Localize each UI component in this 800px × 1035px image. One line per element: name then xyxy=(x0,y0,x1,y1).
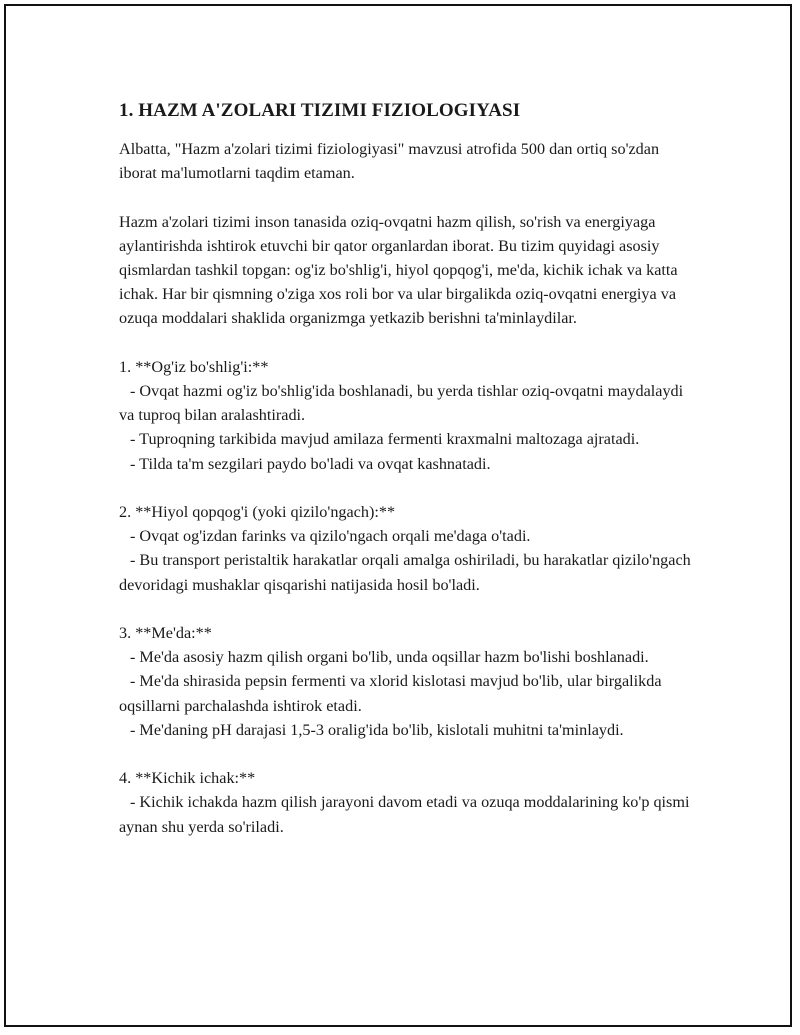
section-heading: 4. **Kichik ichak:** xyxy=(119,769,256,788)
section-item: - Ovqat og'izdan farinks va qizilo'ngach orqali me'daga o'tadi. xyxy=(130,527,531,546)
section-item: - Tilda ta'm sezgilari paydo bo'ladi va ovqat kashnatadi. xyxy=(130,454,491,473)
section-item: - Ovqat hazmi og'iz bo'shlig'ida boshlanadi, bu yerda tishlar oziq-ovqatni maydalaydi va tuproq bilan aralashtiradi. xyxy=(119,382,684,425)
section-small-intestine xyxy=(119,766,699,839)
section-item: - Me'da shirasida pepsin fermenti va xlorid kislotasi mavjud bo'lib, ular birgalikda oqsillarni parchalashda ishtirok etadi. xyxy=(119,672,662,715)
document-content xyxy=(119,99,699,863)
section-esophagus xyxy=(119,500,699,597)
section-heading: 3. **Me'da:** xyxy=(119,624,212,642)
section-heading: 2. **Hiyol qopqog'i (yoki qizilo'ngach):** xyxy=(119,503,396,521)
intro-paragraph: Albatta, "Hazm a'zolari tizimi fiziologiyasi" mavzusi atrofida 500 dan ortiq so'zdan iborat ma'lumotlarni taqdim etaman. xyxy=(119,140,660,183)
section-oral-cavity xyxy=(119,355,699,476)
document-page xyxy=(4,4,792,1027)
section-item: - Tuproqning tarkibida mavjud amilaza fermenti kraxmalni maltozaga ajratadi. xyxy=(130,430,640,449)
section-item: - Bu transport peristaltik harakatlar orqali amalga oshiriladi, bu harakatlar qizilo'ngach devoridagi mushaklar qisqarishi natijasida hosil bo'ladi. xyxy=(119,551,691,594)
section-heading: 1. **Og'iz bo'shlig'i:** xyxy=(119,357,269,376)
section-item: - Me'da asosiy hazm qilish organi bo'lib, unda oqsillar hazm bo'lishi boshlanadi. xyxy=(130,648,649,667)
section-item: - Me'daning pH darajasi 1,5-3 oralig'ida bo'lib, kislotali muhitni ta'minlaydi. xyxy=(130,720,624,739)
section-stomach xyxy=(119,621,699,742)
overview-paragraph: Hazm a'zolari tizimi inson tanasida oziq-ovqatni hazm qilish, so'rish va energiyaga aylantirishda ishtirok etuvchi bir qator organlardan iborat. Bu tizim quyidagi asosiy qismlardan tashkil topgan: og'iz bo'shlig'i, hiyol qopqog'i, me'da, kichik ichak va katta ichak. Har bir qismning o'ziga xos roli bor va ular birgalikda oziq-ovqatni energiya va ozuqa moddalari shaklida organizmga yetkazib berishni ta'minlaydilar. xyxy=(119,212,678,328)
document-title: 1. HAZM A'ZOLARI TIZIMI FIZIOLOGIYASI xyxy=(119,100,521,121)
section-item: - Kichik ichakda hazm qilish jarayoni davom etadi va ozuqa moddalarining ko'p qismi aynan shu yerda so'riladi. xyxy=(119,793,690,836)
